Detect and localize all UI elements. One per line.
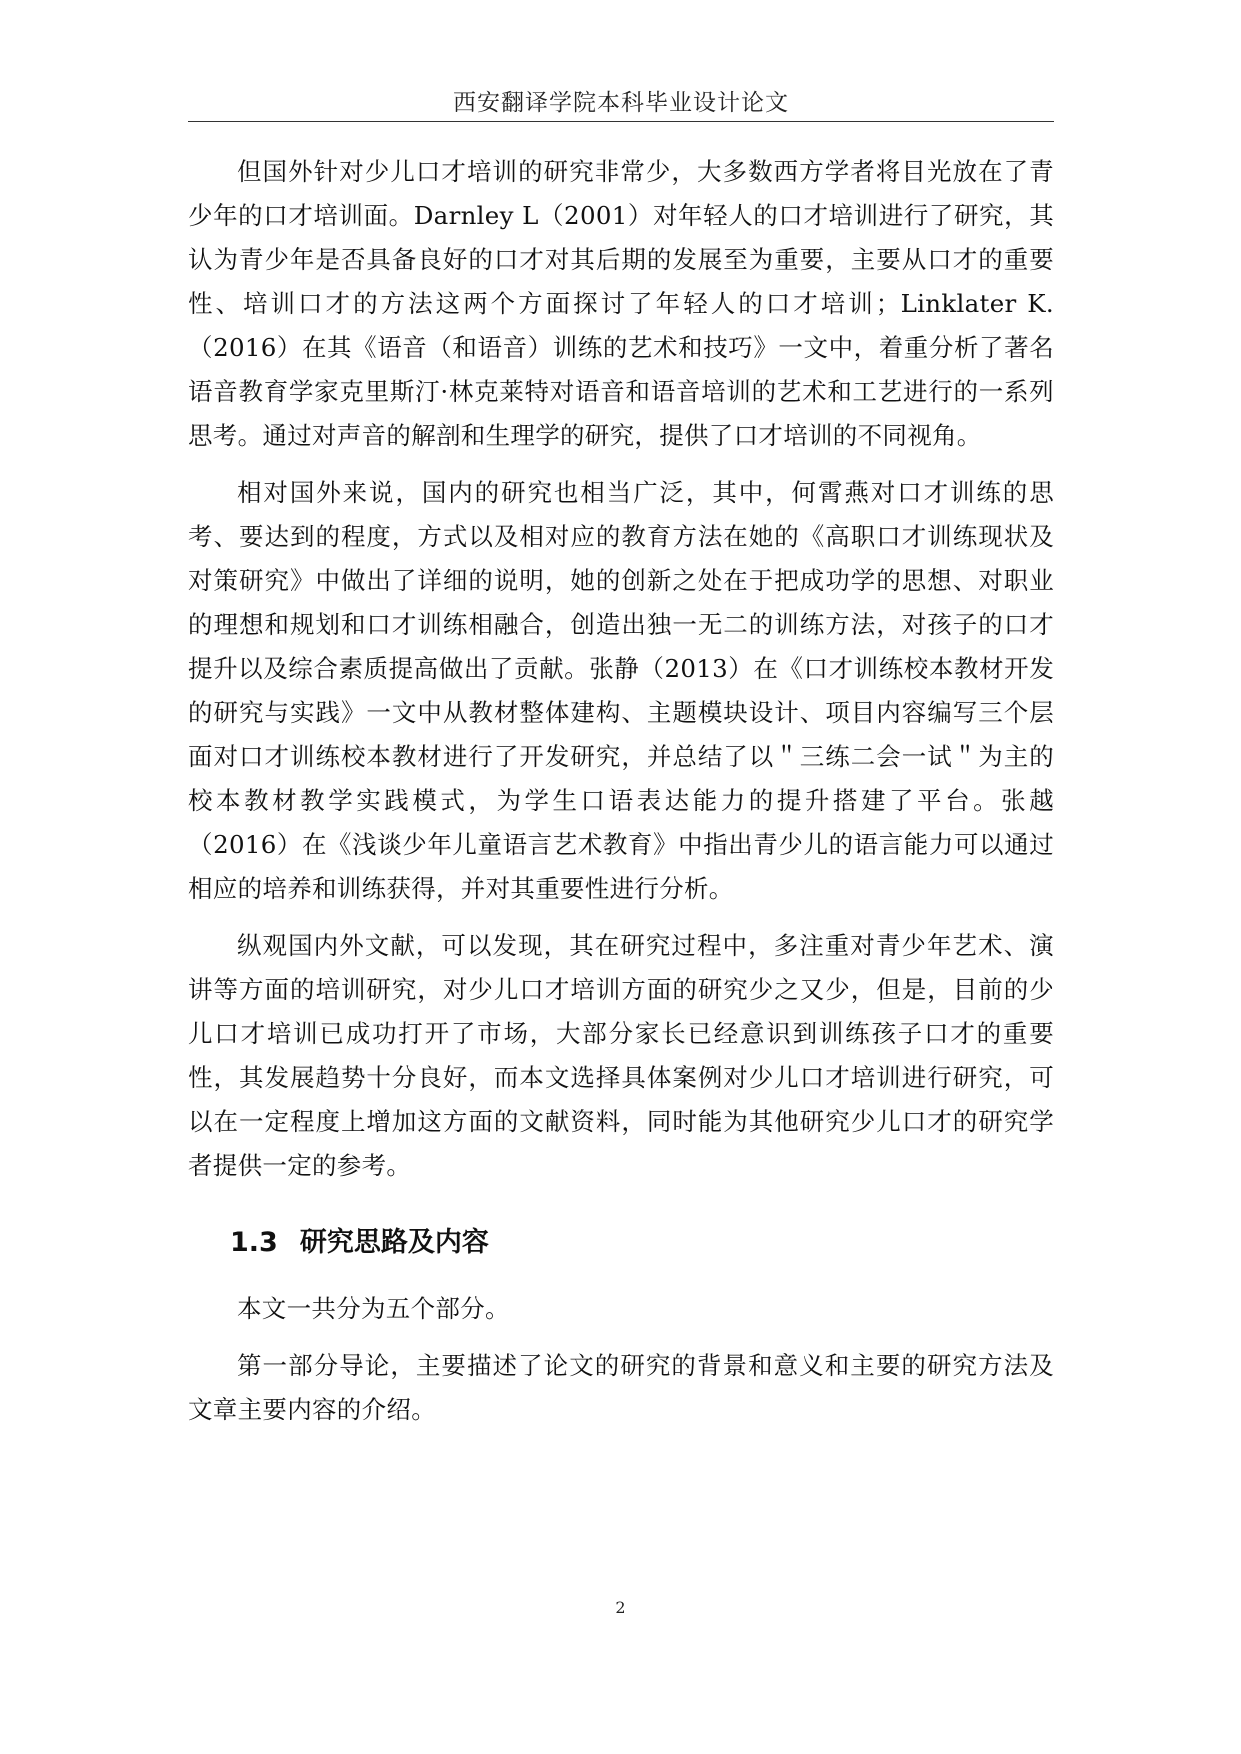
section-number: 1.3 bbox=[230, 1227, 278, 1258]
header-divider bbox=[188, 121, 1054, 122]
section-title: 研究思路及内容 bbox=[299, 1227, 489, 1258]
paragraph-foreign-research: 但国外针对少儿口才培训的研究非常少，大多数西方学者将目光放在了青少年的口才培训面。Darnley L（2001）对年轻人的口才培训进行了研究，其认为青少年是否具备良好的口才对其后期的发展至为重要，主要从口才的重要性、培训口才的方法这两个方面探讨了年轻人的口才培训；Linklater K.（2016）在其《语音（和语音）训练的艺术和技巧》一文中，着重分析了著名语音教育学家克里斯汀·林克莱特对语音和语音培训的艺术和工艺进行的一系列思考。通过对声音的解剖和生理学的研究，提供了口才培训的不同视角。 bbox=[188, 157, 1054, 450]
paragraph-literature-summary: 纵观国内外文献，可以发现，其在研究过程中，多注重对青少年艺术、演讲等方面的培训研究，对少儿口才培训方面的研究少之又少，但是，目前的少儿口才培训已成功打开了市场，大部分家长已经意识到训练孩子口才的重要性，其发展趋势十分良好，而本文选择具体案例对少儿口才培训进行研究，可以在一定程度上增加这方面的文献资料，同时能为其他研究少儿口才的研究学者提供一定的参考。 bbox=[188, 931, 1054, 1180]
page-number: 2 bbox=[615, 1598, 626, 1617]
paragraph-domestic-research: 相对国外来说，国内的研究也相当广泛，其中，何霄燕对口才训练的思考、要达到的程度，方式以及相对应的教育方法在她的《高职口才训练现状及对策研究》中做出了详细的说明，她的创新之处在于把成功学的思想、对职业的理想和规划和口才训练相融合，创造出独一无二的训练方法，对孩子的口才提升以及综合素质提高做出了贡献。张静（2013）在《口才训练校本教材开发的研究与实践》一文中从教材整体建构、主题模块设计、项目内容编写三个层面对口才训练校本教材进行了开发研究，并总结了以＂三练二会一试＂为主的校本教材教学实践模式，为学生口语表达能力的提升搭建了平台。张越（2016）在《浅谈少年儿童语言艺术教育》中指出青少儿的语言能力可以通过相应的培养和训练获得，并对其重要性进行分析。 bbox=[188, 478, 1054, 903]
paragraph-part-one: 第一部分导论，主要描述了论文的研究的背景和意义和主要的研究方法及文章主要内容的介绍。 bbox=[188, 1351, 1054, 1424]
section-heading bbox=[188, 1221, 1054, 1265]
body-text bbox=[188, 150, 1054, 1432]
paragraph-structure-intro: 本文一共分为五个部分。 bbox=[237, 1294, 510, 1323]
running-header: 西安翻译学院本科毕业设计论文 bbox=[453, 90, 789, 116]
